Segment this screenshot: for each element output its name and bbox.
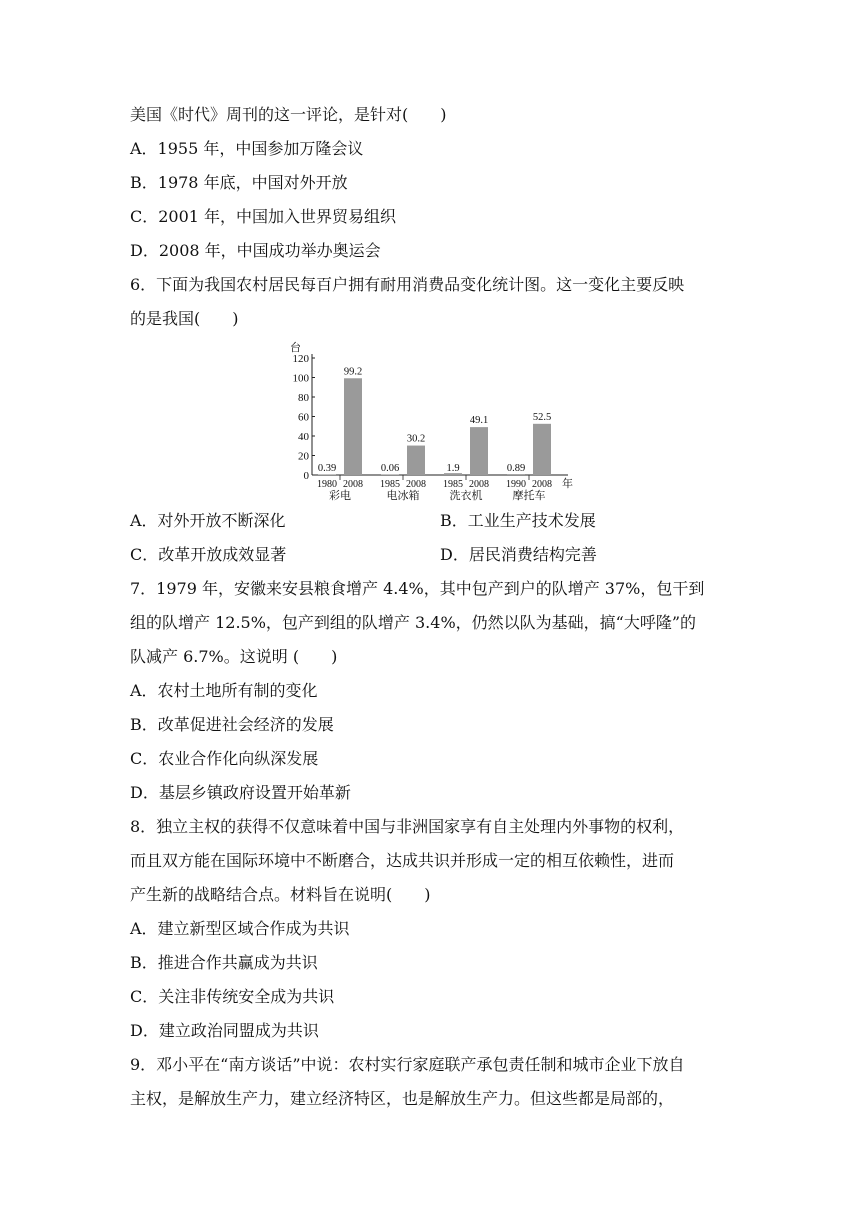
consumer-goods-bar-chart bbox=[278, 338, 588, 504]
q8-option-b: B．推进合作共赢成为共识 bbox=[130, 953, 318, 972]
question-6-stem: 6．下面为我国农村居民每百户拥有耐用消费品变化统计图。这一变化主要反映 bbox=[130, 275, 685, 294]
x-year-label: 1985 bbox=[380, 479, 400, 490]
y-tick-label: 80 bbox=[298, 392, 309, 404]
q8-option-a: A．建立新型区域合作成为共识 bbox=[130, 919, 350, 938]
question-9-stem: 9．邓小平在“南方谈话”中说：农村实行家庭联产承包责任制和城市企业下放自 bbox=[130, 1055, 685, 1074]
q5-option-b: B．1978 年底，中国对外开放 bbox=[130, 173, 348, 192]
question-9-stem-cont: 主权，是解放生产力，建立经济特区，也是解放生产力。但这些都是局部的， bbox=[130, 1089, 675, 1108]
q8-option-c: C．关注非传统安全成为共识 bbox=[130, 987, 335, 1006]
question-8-stem: 8．独立主权的获得不仅意味着中国与非洲国家享有自主处理内外事物的权利， bbox=[130, 817, 685, 836]
y-tick-label: 20 bbox=[298, 450, 309, 463]
y-tick-label: 40 bbox=[298, 431, 309, 443]
x-year-label: 2008 bbox=[343, 479, 363, 490]
q7-option-a: A．农村土地所有制的变化 bbox=[130, 681, 318, 700]
q5-option-d: D．2008 年，中国成功举办奥运会 bbox=[130, 241, 381, 260]
bar bbox=[381, 474, 399, 475]
bar bbox=[533, 424, 551, 475]
bar-value-label: 0.06 bbox=[380, 463, 400, 474]
x-year-label: 2008 bbox=[406, 479, 426, 490]
question-7-stem-cont1: 组的队增产 12.5%，包产到组的队增产 3.4%，仍然以队为基础，搞“大呼隆”的 bbox=[130, 613, 697, 632]
q8-option-d: D．建立政治同盟成为共识 bbox=[130, 1021, 319, 1040]
question-6-stem-cont: 的是我国( ) bbox=[130, 309, 239, 328]
bar-value-label: 30.2 bbox=[406, 433, 426, 445]
bar bbox=[318, 474, 336, 475]
x-year-label: 2008 bbox=[532, 479, 552, 490]
question-7-stem-cont2: 队减产 6.7%。这说明 ( ) bbox=[130, 647, 338, 666]
q5-option-a: A．1955 年，中国参加万隆会议 bbox=[130, 139, 364, 158]
q5-option-c: C．2001 年，中国加入世界贸易组织 bbox=[130, 207, 397, 226]
x-year-label: 1985 bbox=[443, 479, 463, 490]
y-tick-label: 0 bbox=[303, 470, 309, 482]
x-category-label: 洗衣机 bbox=[449, 490, 483, 502]
x-category-label: 摩托车 bbox=[512, 490, 546, 502]
x-category-label: 电冰箱 bbox=[386, 490, 420, 502]
q6-option-a: A．对外开放不断深化 bbox=[130, 511, 286, 530]
bar bbox=[507, 474, 525, 475]
bar-value-label: 99.2 bbox=[343, 366, 363, 378]
y-axis-unit-label: 台 bbox=[290, 342, 301, 354]
question-7-stem: 7．1979 年，安徽来安县粮食增产 4.4%，其中包产到户的队增产 37%，包干到 bbox=[130, 579, 705, 598]
y-tick-label: 120 bbox=[292, 353, 309, 365]
question-8-stem-cont1: 而且双方能在国际环境中不断磨合，达成共识并形成一定的相互依赖性，进而 bbox=[130, 851, 675, 870]
x-year-label: 1980 bbox=[317, 479, 337, 490]
bar-value-label: 0.89 bbox=[506, 463, 526, 474]
y-tick-label: 60 bbox=[298, 411, 309, 424]
question-8-stem-cont2: 产生新的战略结合点。材料旨在说明( ) bbox=[130, 885, 431, 904]
q6-option-c: C．改革开放成效显著 bbox=[130, 545, 287, 564]
chart-svg bbox=[278, 338, 588, 504]
bar-value-label: 52.5 bbox=[532, 411, 552, 423]
x-year-label: 1990 bbox=[506, 479, 526, 490]
q7-option-b: B．改革促进社会经济的发展 bbox=[130, 715, 334, 734]
bar bbox=[470, 427, 488, 475]
bar-value-label: 1.9 bbox=[446, 463, 460, 474]
q7-option-d: D．基层乡镇政府设置开始革新 bbox=[130, 783, 351, 802]
y-tick-label: 100 bbox=[292, 372, 309, 385]
bar bbox=[407, 446, 425, 475]
x-category-label: 彩电 bbox=[329, 490, 351, 502]
x-year-label: 2008 bbox=[469, 479, 489, 490]
x-axis-unit-label: 年 bbox=[562, 478, 573, 490]
q7-option-c: C．农业合作化向纵深发展 bbox=[130, 749, 319, 768]
question-5-stem: 美国《时代》周刊的这一评论，是针对( ) bbox=[130, 105, 447, 124]
q6-option-d: D．居民消费结构完善 bbox=[440, 545, 597, 564]
q6-option-b: B．工业生产技术发展 bbox=[440, 511, 596, 530]
bar-value-label: 0.39 bbox=[317, 463, 337, 474]
bar bbox=[344, 378, 362, 475]
bar-value-label: 49.1 bbox=[469, 415, 489, 427]
